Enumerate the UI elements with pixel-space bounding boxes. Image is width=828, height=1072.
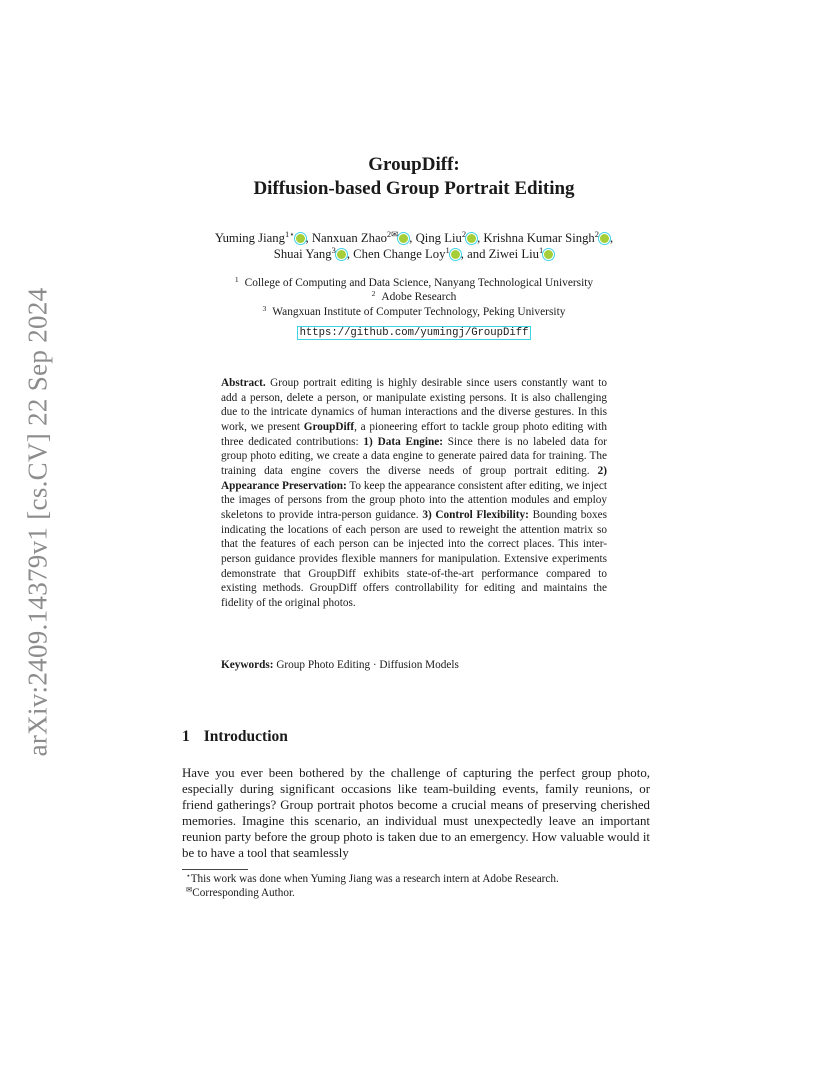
author-separator: ,: [409, 231, 416, 245]
orcid-icon[interactable]: [399, 234, 408, 243]
section-heading: [182, 728, 288, 746]
section-title: Introduction: [203, 728, 288, 745]
author-list-line-1: [150, 230, 678, 246]
footnote: [186, 886, 656, 900]
keywords-text: Group Photo Editing · Diffusion Models: [273, 659, 459, 671]
author-affiliation-mark: 1: [445, 245, 450, 255]
paper-title-line-1: GroupDiff:: [368, 154, 460, 175]
orcid-icon[interactable]: [296, 234, 305, 243]
affiliation-3: [150, 305, 678, 320]
method-name: GroupDiff: [303, 420, 355, 433]
keywords: [221, 659, 621, 671]
affiliation-text: Wangxuan Institute of Computer Technology, Peking University: [272, 306, 566, 318]
keywords-label: Keywords:: [221, 659, 274, 671]
abstract-text: Group portrait editing is highly desirable since users constantly want to add a person, delete a person, or manipulate existing persons. It is also challenging due to the intricate dynamics of human interactions and the diverse gestures. In this work, we present: [221, 377, 607, 433]
paper-title-line-2: Diffusion-based Group Portrait Editing: [253, 178, 575, 199]
author-separator: ,: [305, 231, 312, 245]
author-affiliation-mark: 1: [538, 245, 544, 255]
author-list-line-2: [150, 246, 678, 262]
author-separator: ,: [610, 231, 614, 245]
author-affiliation-mark: 2: [461, 229, 467, 239]
footnote: [186, 872, 656, 886]
section-number: 1: [182, 728, 190, 745]
affiliation-number: 2: [371, 289, 376, 298]
author-separator: ,: [477, 231, 484, 245]
author-name: Krishna Kumar Singh: [483, 231, 595, 245]
abstract-text: Bounding boxes indicating the locations of each person are used to reweight the attention matrix so that the features of each person can be injected into the correct places. This inter-person guidance provides flexible manners for manipulation. Extensive experiments demonstrate that GroupDiff exhibits state-of-the-art performance compared to existing methods. GroupDiff offers controllability for editing and maintains the fidelity of the original photos.: [221, 508, 607, 609]
affiliation-text: Adobe Research: [381, 291, 457, 303]
abstract-text: Since there is no labeled data for group photo editing, we create a data engine to generate paired data for training. The training data engine covers the diverse needs of group portrait editing.: [221, 435, 607, 477]
footnote-mark: ⋆: [186, 871, 191, 880]
affiliation-text: College of Computing and Data Science, Nanyang Technological University: [244, 277, 594, 289]
orcid-icon[interactable]: [467, 234, 476, 243]
orcid-icon[interactable]: [451, 250, 460, 259]
author-name: Nanxuan Zhao: [311, 231, 387, 245]
arxiv-identifier: arXiv:2409.14379v1 [cs.CV] 22 Sep 2024: [22, 287, 53, 757]
author-separator: ,: [346, 247, 354, 261]
author-name: Ziwei Liu: [488, 247, 539, 261]
footnote-rule: [182, 869, 248, 870]
footnotes: [186, 872, 656, 901]
affiliation-1: [150, 276, 678, 291]
contribution-label: 3) Control Flexibility:: [422, 508, 529, 521]
author-name: Shuai Yang: [273, 247, 332, 261]
affiliation-2: [150, 290, 678, 305]
orcid-icon[interactable]: [337, 250, 346, 259]
author-affiliation-mark: 2✉: [386, 229, 399, 239]
project-link[interactable]: https://github.com/yumingj/GroupDiff: [297, 326, 532, 340]
project-link-row: [0, 320, 828, 339]
contribution-label: 2) Appearance Preservation:: [221, 464, 607, 492]
abstract-text: To keep the appearance consistent after editing, we inject the images of persons from the group photo into the attention modules and employ skeletons to provide intra-person guidance.: [221, 479, 607, 521]
author-name: Qing Liu: [415, 231, 462, 245]
affiliation-number: 3: [262, 304, 267, 313]
abstract-label: Abstract.: [221, 377, 266, 389]
author-name: Yuming Jiang: [214, 231, 285, 245]
abstract-paragraph: [221, 376, 607, 611]
author-affiliation-mark: 1⋆: [284, 229, 295, 239]
author-affiliation-mark: 2: [594, 229, 600, 239]
affiliation-number: 1: [234, 275, 239, 284]
orcid-icon[interactable]: [544, 250, 553, 259]
footnote-mark: ✉: [186, 885, 193, 895]
abstract: [221, 376, 607, 611]
intro-paragraph: Have you ever been bothered by the challenge of capturing the perfect group photo, especially during significant occasions like team-building events, family reunions, or friend gatherings? Group portrait photos become a crucial means of preserving cherished memories. Imagine this scenario, an individual must unexpectedly leave an important reunion party before the group photo is taken due to an emergency. How valuable would it be to have a tool that seamlessly: [182, 766, 650, 861]
contribution-label: 1) Data Engine:: [363, 435, 443, 448]
author-name: Chen Change Loy: [353, 247, 446, 261]
orcid-icon[interactable]: [600, 234, 609, 243]
author-separator: ,: [460, 247, 468, 261]
footnote-text: Corresponding Author.: [192, 887, 295, 900]
author-conjunction: and: [467, 247, 489, 261]
author-affiliation-mark: 3: [331, 245, 336, 255]
abstract-text: , a pioneering effort to tackle group photo editing with three dedicated contributions:: [221, 420, 608, 448]
footnote-text: This work was done when Yuming Jiang was a research intern at Adobe Research.: [190, 873, 559, 885]
introduction-body: [182, 765, 650, 862]
